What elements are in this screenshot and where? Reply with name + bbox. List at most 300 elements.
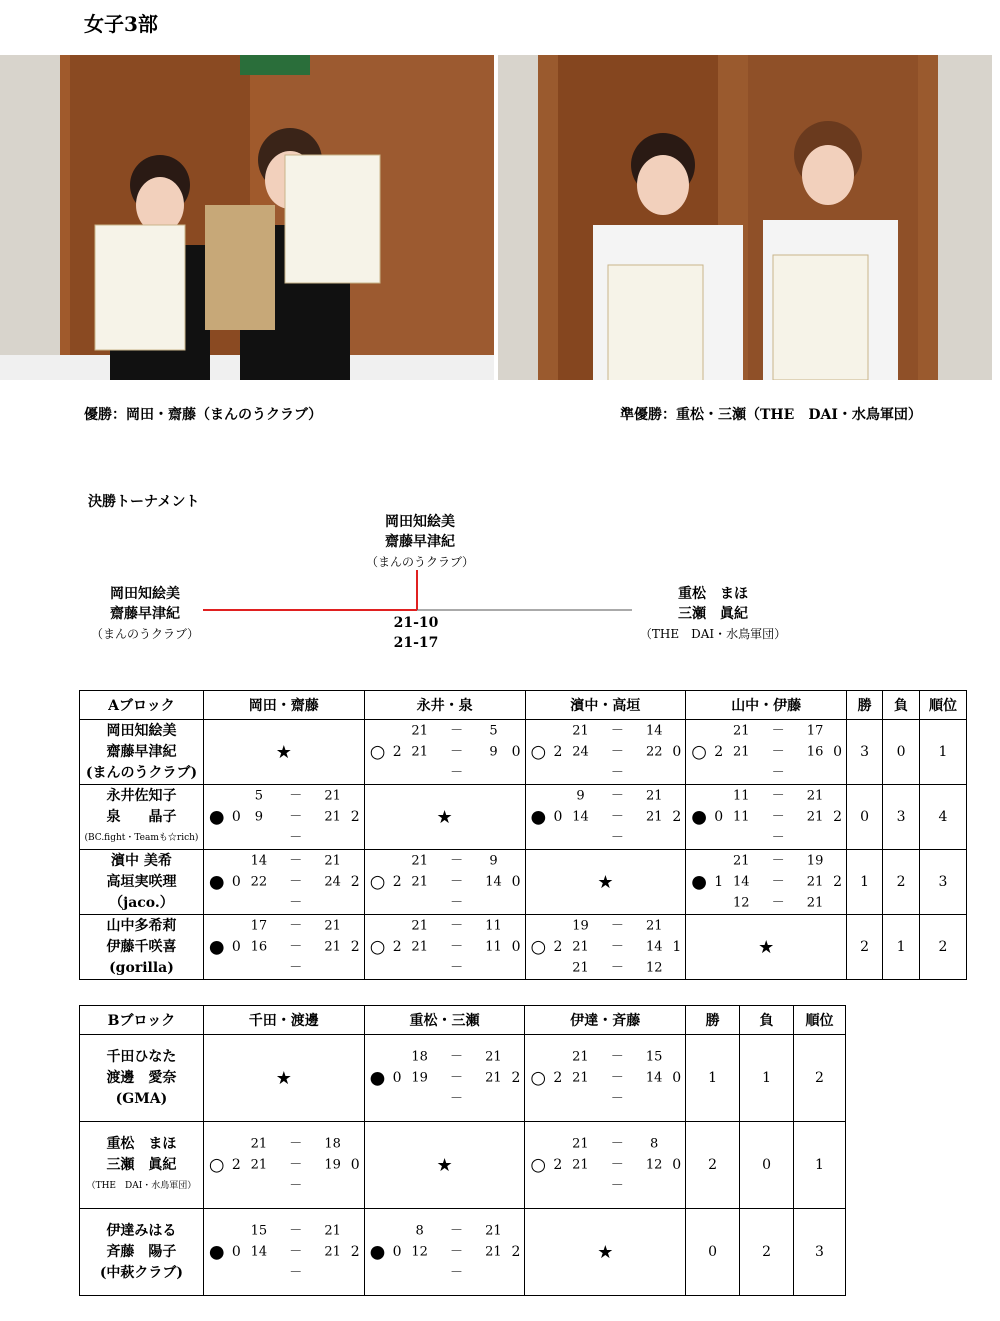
bracket-lines	[0, 560, 1000, 620]
score-dash: －	[610, 918, 624, 934]
score-a: 14	[250, 1244, 268, 1260]
block-a-row	[80, 785, 967, 850]
match-cell	[364, 850, 525, 915]
score-b: 5	[489, 723, 498, 739]
game-score	[571, 1176, 663, 1197]
match-result	[686, 785, 846, 849]
match-cell	[686, 850, 847, 915]
game-scores	[732, 786, 824, 849]
game-scores	[572, 721, 664, 784]
page-title: 女子3部	[84, 12, 158, 36]
left-player-1: 岡田知絵美	[110, 586, 180, 602]
block-b-header-0: Bブロック	[80, 1006, 204, 1035]
score-b: 9	[489, 744, 498, 760]
win-mark: ○	[530, 936, 547, 958]
score-b	[484, 763, 502, 784]
team-name-cell	[80, 850, 204, 915]
self-match-star: ★	[436, 806, 453, 828]
score-a: 21	[572, 1136, 589, 1152]
match-cell	[525, 720, 686, 785]
score-b: 11	[485, 918, 502, 934]
team-name-cell	[80, 1209, 204, 1296]
match-result	[525, 1122, 685, 1208]
team-names	[80, 1221, 203, 1284]
score-b: 12	[645, 1157, 663, 1173]
block-b-row	[80, 1035, 846, 1122]
score-dash: －	[610, 1091, 624, 1107]
games-won: 2	[553, 1157, 563, 1173]
match-result	[526, 915, 686, 979]
match-cell	[364, 720, 525, 785]
game-score	[572, 807, 664, 828]
win-mark: ○	[208, 1154, 225, 1176]
score-b	[324, 958, 342, 979]
block-a-row	[80, 850, 967, 915]
game-score	[411, 1221, 503, 1242]
player-2-name: 斉藤 陽子	[106, 1243, 177, 1260]
score-b: 15	[645, 1049, 663, 1065]
match-cell	[686, 720, 847, 785]
self-match-star: ★	[597, 871, 614, 893]
score-a: 8	[415, 1223, 424, 1239]
match-cell	[525, 1209, 686, 1296]
game-score	[250, 1242, 342, 1263]
score-a: 15	[250, 1223, 268, 1239]
game-scores	[250, 1221, 342, 1284]
games-won: 0	[231, 874, 241, 890]
games-lost: 2	[350, 809, 360, 825]
win-mark: ○	[691, 741, 708, 763]
block-b-body	[80, 1035, 846, 1296]
match-cell	[203, 785, 364, 850]
rank: 2	[794, 1035, 846, 1122]
score-a	[250, 1176, 268, 1197]
games-lost: 2	[833, 809, 843, 825]
score-b: 21	[806, 788, 824, 804]
score-b: 24	[324, 874, 341, 890]
block-a-row	[80, 915, 967, 980]
score-b: 21	[324, 788, 341, 804]
left-club: （まんのうクラブ）	[90, 627, 200, 641]
match-cell	[525, 1035, 686, 1122]
score-a: 21	[411, 874, 428, 890]
team-names	[80, 851, 203, 914]
score-b: 14	[646, 939, 663, 955]
club-name: (gorilla)	[109, 959, 174, 976]
score-b: 8	[650, 1136, 659, 1152]
self-match-star: ★	[758, 936, 775, 958]
wins-count: 0	[847, 785, 883, 850]
match-result	[365, 915, 525, 979]
score-a: 14	[733, 874, 750, 890]
match-result	[365, 1209, 525, 1295]
match-result	[204, 785, 364, 849]
losses-count: 3	[883, 785, 920, 850]
score-a: 14	[572, 809, 589, 825]
score-b	[645, 763, 663, 784]
score-b	[324, 1176, 342, 1197]
game-score	[250, 1263, 342, 1284]
block-a-header-4: 山中・伊藤	[686, 691, 847, 720]
block-a-header-5: 勝	[847, 691, 883, 720]
score-a	[250, 958, 268, 979]
block-b-table	[79, 1005, 846, 1296]
player-1-name: 千田ひなた	[106, 1048, 177, 1065]
win-mark: ○	[369, 871, 386, 893]
score-a	[250, 828, 268, 849]
game-scores	[572, 786, 664, 849]
club-name: (GMA)	[115, 1090, 168, 1107]
match-cell	[203, 1035, 364, 1122]
club-name: (BC.fight・Teamも☆rich)	[84, 832, 199, 843]
score-a: 5	[254, 788, 264, 804]
runner-up-photo	[498, 55, 992, 380]
score-dash: －	[450, 853, 464, 869]
score-b: 19	[806, 853, 824, 869]
game-score	[732, 763, 824, 784]
games-won: 0	[392, 1244, 402, 1260]
game-score	[571, 1134, 663, 1155]
game-score	[572, 937, 664, 958]
score-dash: －	[450, 1265, 464, 1281]
score-dash: －	[771, 765, 785, 781]
score-b: 21	[646, 788, 663, 804]
final-score-game-1: 21-10	[393, 615, 439, 631]
game-score	[572, 828, 664, 849]
score-a: 9	[254, 809, 264, 825]
match-result	[204, 850, 364, 914]
match-result	[686, 720, 846, 784]
block-b-header	[80, 1006, 846, 1035]
score-dash: －	[450, 960, 464, 976]
game-score	[250, 916, 342, 937]
match-cell	[203, 850, 364, 915]
score-dash: －	[289, 809, 303, 825]
score-a	[732, 828, 750, 849]
game-score	[572, 958, 664, 979]
block-b-header-6: 順位	[794, 1006, 846, 1035]
losses-count: 2	[883, 850, 920, 915]
match-result	[526, 785, 686, 849]
loss-mark: ●	[369, 1067, 386, 1089]
games-lost: 2	[511, 1244, 521, 1260]
score-dash: －	[450, 918, 464, 934]
game-score	[732, 786, 824, 807]
block-b-header-4: 勝	[686, 1006, 740, 1035]
score-b: 19	[324, 1157, 341, 1173]
game-scores	[571, 1047, 663, 1110]
rank: 3	[920, 850, 967, 915]
game-score	[732, 828, 824, 849]
score-a: 21	[572, 960, 589, 976]
games-won: 0	[553, 809, 563, 825]
win-mark: ○	[530, 741, 547, 763]
score-a	[732, 763, 750, 784]
game-scores	[411, 721, 503, 784]
score-a: 21	[572, 939, 589, 955]
match-cell	[364, 1209, 525, 1296]
match-cell	[203, 1122, 364, 1209]
game-score	[411, 893, 503, 914]
score-b: 18	[324, 1136, 341, 1152]
score-b: 9	[489, 853, 498, 869]
games-lost: 2	[511, 1070, 521, 1086]
score-dash: －	[289, 1178, 303, 1194]
score-dash: －	[450, 1091, 464, 1107]
games-won: 0	[231, 1244, 241, 1260]
rank: 2	[920, 915, 967, 980]
score-dash: －	[289, 830, 303, 846]
game-score	[250, 893, 342, 914]
team-name-cell	[80, 1035, 204, 1122]
score-dash: －	[610, 1136, 624, 1152]
block-a-body	[80, 720, 967, 980]
score-a: 16	[250, 939, 268, 955]
score-a: 21	[733, 853, 750, 869]
score-b	[484, 958, 502, 979]
score-b: 21	[646, 918, 663, 934]
score-b	[484, 893, 502, 914]
match-result	[525, 1035, 685, 1121]
score-a: 21	[250, 1157, 268, 1173]
score-dash: －	[450, 1070, 464, 1086]
loss-mark: ●	[691, 806, 708, 828]
match-result	[686, 850, 846, 914]
score-dash: －	[289, 1157, 303, 1173]
game-scores	[411, 1221, 503, 1284]
games-lost: 2	[350, 939, 360, 955]
score-a: 21	[411, 723, 428, 739]
game-score	[411, 721, 503, 742]
match-cell	[525, 915, 686, 980]
score-dash: －	[771, 788, 785, 804]
score-dash: －	[771, 895, 785, 911]
games-won: 2	[231, 1157, 241, 1173]
game-score	[411, 958, 503, 979]
club-name: （THE DAI・水鳥軍団）	[86, 1180, 197, 1191]
game-scores	[411, 1047, 503, 1110]
club-name: (中萩クラブ)	[99, 1264, 184, 1281]
game-score	[732, 807, 824, 828]
loss-mark: ●	[530, 806, 547, 828]
rank: 4	[920, 785, 967, 850]
losses-count: 1	[883, 915, 920, 980]
score-b: 21	[324, 1223, 341, 1239]
runner-up-caption: 準優勝：重松・三瀬（THE DAI・水鳥軍団）	[620, 407, 922, 423]
game-scores	[411, 851, 503, 914]
game-score	[571, 1047, 663, 1068]
score-b	[324, 828, 342, 849]
score-dash: －	[289, 895, 303, 911]
score-a	[572, 763, 590, 784]
block-b-header-2: 重松・三瀬	[364, 1006, 525, 1035]
score-dash: －	[450, 939, 464, 955]
games-lost: 1	[672, 939, 682, 955]
block-a-header-6: 負	[883, 691, 920, 720]
score-b: 21	[324, 853, 341, 869]
match-cell	[364, 785, 525, 850]
game-scores	[732, 721, 824, 784]
score-a: 11	[733, 788, 750, 804]
games-lost: 2	[350, 874, 360, 890]
match-cell	[686, 785, 847, 850]
score-a: 17	[250, 918, 268, 934]
score-dash: －	[289, 939, 303, 955]
game-score	[250, 828, 342, 849]
game-scores	[732, 851, 824, 914]
score-dash: －	[610, 809, 624, 825]
score-a: 21	[411, 918, 428, 934]
score-a: 21	[733, 723, 750, 739]
score-a: 22	[250, 874, 268, 890]
score-dash: －	[289, 1223, 303, 1239]
win-mark: ○	[530, 1154, 547, 1176]
score-a: 24	[572, 744, 589, 760]
game-score	[411, 916, 503, 937]
games-lost: 0	[511, 744, 521, 760]
block-a-header-7: 順位	[920, 691, 967, 720]
score-dash: －	[610, 765, 624, 781]
block-b-row	[80, 1122, 846, 1209]
wins-count: 3	[847, 720, 883, 785]
games-lost: 0	[672, 744, 682, 760]
games-won: 0	[714, 809, 724, 825]
game-score	[411, 851, 503, 872]
score-dash: －	[450, 874, 464, 890]
score-dash: －	[289, 788, 303, 804]
score-dash: －	[610, 1070, 624, 1086]
game-score	[732, 851, 824, 872]
score-b: 22	[646, 744, 663, 760]
score-b	[806, 763, 824, 784]
match-cell	[364, 1035, 525, 1122]
score-dash: －	[289, 918, 303, 934]
block-b-header-3: 伊達・斉藤	[525, 1006, 686, 1035]
score-dash: －	[289, 1244, 303, 1260]
game-score	[571, 1089, 663, 1110]
club-name: （jaco.）	[109, 894, 174, 911]
match-cell	[203, 1209, 364, 1296]
games-won: 2	[553, 1070, 563, 1086]
score-b: 21	[485, 1244, 502, 1260]
score-b: 21	[806, 874, 824, 890]
score-b: 21	[806, 895, 824, 911]
score-b: 21	[485, 1223, 502, 1239]
score-dash: －	[771, 809, 785, 825]
block-a-header-0: Aブロック	[80, 691, 204, 720]
player-2-name: 泉 晶子	[106, 808, 177, 825]
games-won: 0	[231, 939, 241, 955]
score-a	[571, 1176, 589, 1197]
player-1-name: 濱中 美希	[111, 852, 172, 869]
player-2-name: 渡邊 愛奈	[106, 1069, 177, 1086]
score-dash: －	[450, 1223, 464, 1239]
winner-photo	[0, 55, 494, 380]
team-name-cell	[80, 1122, 204, 1209]
score-a	[411, 893, 429, 914]
score-dash: －	[610, 939, 624, 955]
score-b: 11	[485, 939, 502, 955]
team-name-cell	[80, 915, 204, 980]
block-a-header-3: 濱中・高垣	[525, 691, 686, 720]
score-b: 14	[646, 723, 663, 739]
game-scores	[571, 1134, 663, 1197]
block-b-header-1: 千田・渡邊	[203, 1006, 364, 1035]
team-names	[80, 1047, 203, 1110]
winner-caption: 優勝：岡田・齋藤（まんのうクラブ）	[84, 407, 323, 423]
score-dash: －	[771, 830, 785, 846]
game-score	[411, 1242, 503, 1263]
games-won: 2	[392, 744, 402, 760]
right-player-1: 重松 まほ	[678, 586, 748, 602]
score-a: 21	[411, 853, 428, 869]
champion-club: （まんのうクラブ）	[365, 555, 475, 569]
score-a: 12	[411, 1244, 428, 1260]
match-cell	[203, 915, 364, 980]
game-score	[411, 872, 503, 893]
wins-count: 1	[686, 1035, 740, 1122]
score-b	[484, 1089, 502, 1110]
game-score	[250, 958, 342, 979]
game-score	[250, 786, 342, 807]
self-match-star: ★	[597, 1241, 614, 1263]
score-b	[324, 1263, 342, 1284]
match-result	[204, 915, 364, 979]
game-score	[732, 893, 824, 914]
score-a: 19	[572, 918, 589, 934]
games-lost: 0	[350, 1157, 360, 1173]
score-b	[645, 1089, 663, 1110]
score-a: 21	[572, 723, 589, 739]
games-lost: 2	[350, 1244, 360, 1260]
score-b	[324, 893, 342, 914]
score-b: 14	[485, 874, 502, 890]
score-a: 11	[733, 809, 750, 825]
loss-mark: ●	[208, 1241, 225, 1263]
match-cell	[525, 785, 686, 850]
game-score	[572, 721, 664, 742]
score-b: 21	[485, 1049, 502, 1065]
games-lost: 2	[672, 809, 682, 825]
score-b: 21	[324, 918, 341, 934]
self-match-star: ★	[436, 1154, 453, 1176]
score-dash: －	[450, 723, 464, 739]
match-result	[365, 1035, 525, 1121]
game-scores	[250, 916, 342, 979]
club-name: (まんのうクラブ)	[85, 764, 198, 781]
team-name-cell	[80, 720, 204, 785]
score-b	[645, 828, 663, 849]
block-a-header	[80, 691, 967, 720]
score-dash: －	[450, 765, 464, 781]
self-match-star: ★	[275, 741, 292, 763]
win-mark: ○	[369, 741, 386, 763]
win-mark: ○	[530, 1067, 547, 1089]
game-score	[571, 1068, 663, 1089]
player-1-name: 岡田知絵美	[106, 722, 177, 739]
losses-count: 2	[740, 1209, 794, 1296]
score-dash: －	[610, 1157, 624, 1173]
loss-mark: ●	[369, 1241, 386, 1263]
games-lost: 0	[833, 744, 843, 760]
score-dash: －	[450, 1049, 464, 1065]
loss-mark: ●	[208, 806, 225, 828]
score-a	[411, 958, 429, 979]
score-a	[571, 1089, 589, 1110]
block-b-row	[80, 1209, 846, 1296]
block-a-header-2: 永井・泉	[364, 691, 525, 720]
match-result	[204, 1209, 364, 1295]
